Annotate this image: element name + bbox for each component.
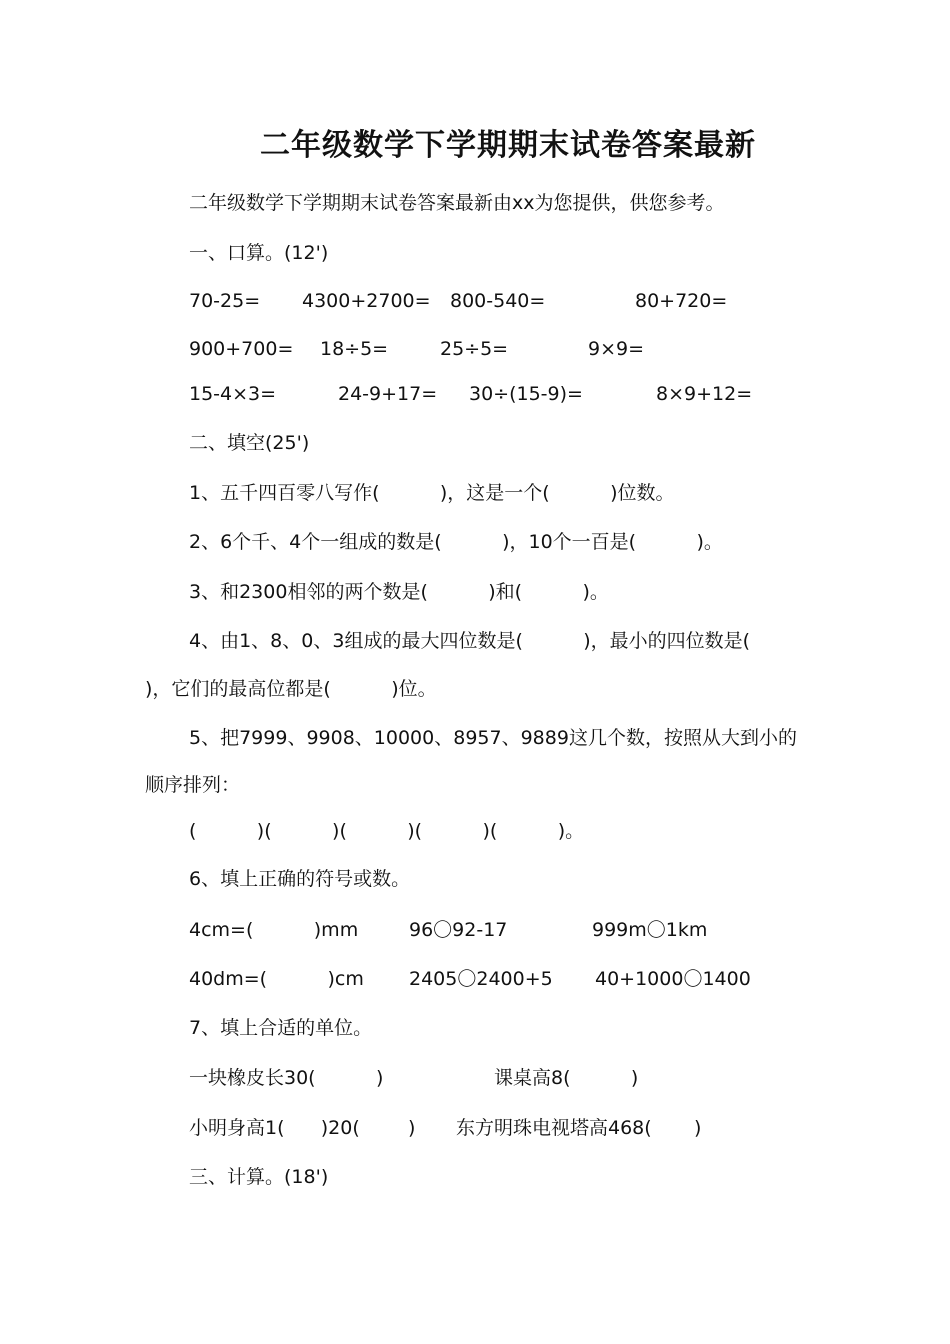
unit-item: 东方明珠电视塔高468( ) <box>456 1117 702 1139</box>
section2-heading: 二、填空(25') <box>189 432 310 454</box>
oral-calc-item: 15-4×3= <box>189 383 277 405</box>
section3-heading: 三、计算。(18') <box>189 1166 329 1188</box>
compare-item: 96〇92-17 <box>409 919 508 941</box>
oral-calc-item: 18÷5= <box>320 338 389 360</box>
oral-calc-item: 70-25= <box>189 290 261 312</box>
fill-question-4: 4、由1、8、0、3组成的最大四位数是( )，最小的四位数是( <box>189 630 751 652</box>
oral-calc-item: 8×9+12= <box>656 383 753 405</box>
fill-question-7-heading: 7、填上合适的单位。 <box>189 1017 373 1039</box>
oral-calc-item: 25÷5= <box>440 338 509 360</box>
oral-calc-item: 900+700= <box>189 338 294 360</box>
oral-calc-item: 800-540= <box>450 290 546 312</box>
intro-paragraph: 二年级数学下学期期末试卷答案最新由xx为您提供，供您参考。 <box>189 192 725 214</box>
unit-item: 小明身高1( )20( ) <box>189 1117 416 1139</box>
unit-item: 一块橡皮长30( ) <box>189 1067 384 1089</box>
unit-item: 课桌高8( ) <box>494 1067 639 1089</box>
document-title: 二年级数学下学期期末试卷答案最新 <box>260 128 756 163</box>
compare-item: 40+1000〇1400 <box>595 968 751 990</box>
oral-calc-item: 24-9+17= <box>338 383 438 405</box>
fill-question-5-continued: 顺序排列： <box>145 774 241 796</box>
compare-item: 40dm=( )cm <box>189 968 364 990</box>
fill-question-1: 1、五千四百零八写作( )，这是一个( )位数。 <box>189 482 675 504</box>
oral-calc-item: 30÷(15-9)= <box>469 383 583 405</box>
compare-item: 2405〇2400+5 <box>409 968 553 990</box>
fill-question-6-heading: 6、填上正确的符号或数。 <box>189 868 411 890</box>
oral-calc-item: 4300+2700= <box>302 290 431 312</box>
compare-item: 4cm=( )mm <box>189 919 359 941</box>
fill-question-5: 5、把7999、9908、10000、8957、9889这几个数，按照从大到小的 <box>189 727 797 749</box>
oral-calc-item: 9×9= <box>588 338 645 360</box>
section1-heading: 一、口算。(12') <box>189 242 329 264</box>
oral-calc-item: 80+720= <box>635 290 728 312</box>
fill-question-3: 3、和2300相邻的两个数是( )和( )。 <box>189 581 609 603</box>
compare-item: 999m〇1km <box>592 919 708 941</box>
fill-question-5-blanks: ( )( )( )( )( )。 <box>189 820 585 842</box>
fill-question-2: 2、6个千、4个一组成的数是( )，10个一百是( )。 <box>189 531 723 553</box>
fill-question-4-continued: )，它们的最高位都是( )位。 <box>145 678 437 700</box>
